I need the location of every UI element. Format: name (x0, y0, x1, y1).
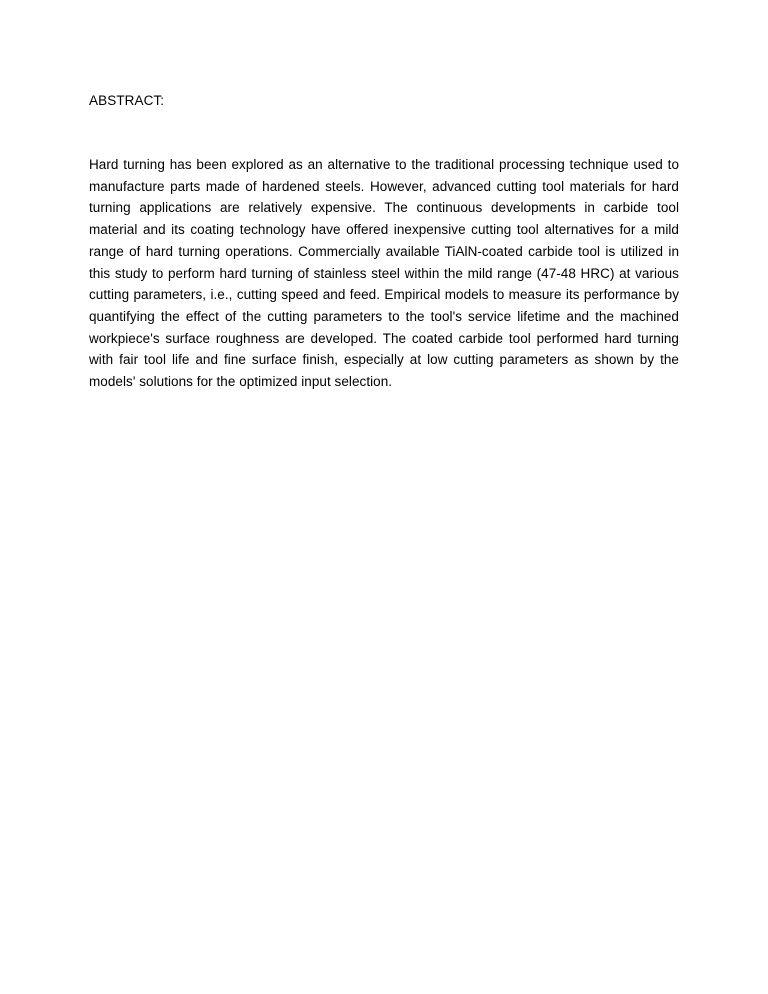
abstract-paragraph: Hard turning has been explored as an alternative to the traditional processing technique used to manufacture parts made of hardened steels. However, advanced cutting tool materials for hard turning applications are relatively expensive. The continuous developments in carbide tool material and its coating technology have offered inexpensive cutting tool alternatives for a mild range of hard turning operations. Commercially available TiAlN-coated carbide tool is utilized in this study to perform hard turning of stainless steel within the mild range (47-48 HRC) at various cutting parameters, i.e., cutting speed and feed. Empirical models to measure its performance by quantifying the effect of the cutting parameters to the tool's service lifetime and the machined workpiece's surface roughness are developed. The coated carbide tool performed hard turning with fair tool life and fine surface finish, especially at low cutting parameters as shown by the models' solutions for the optimized input selection. (89, 157, 679, 390)
abstract-heading: ABSTRACT: (89, 93, 165, 108)
